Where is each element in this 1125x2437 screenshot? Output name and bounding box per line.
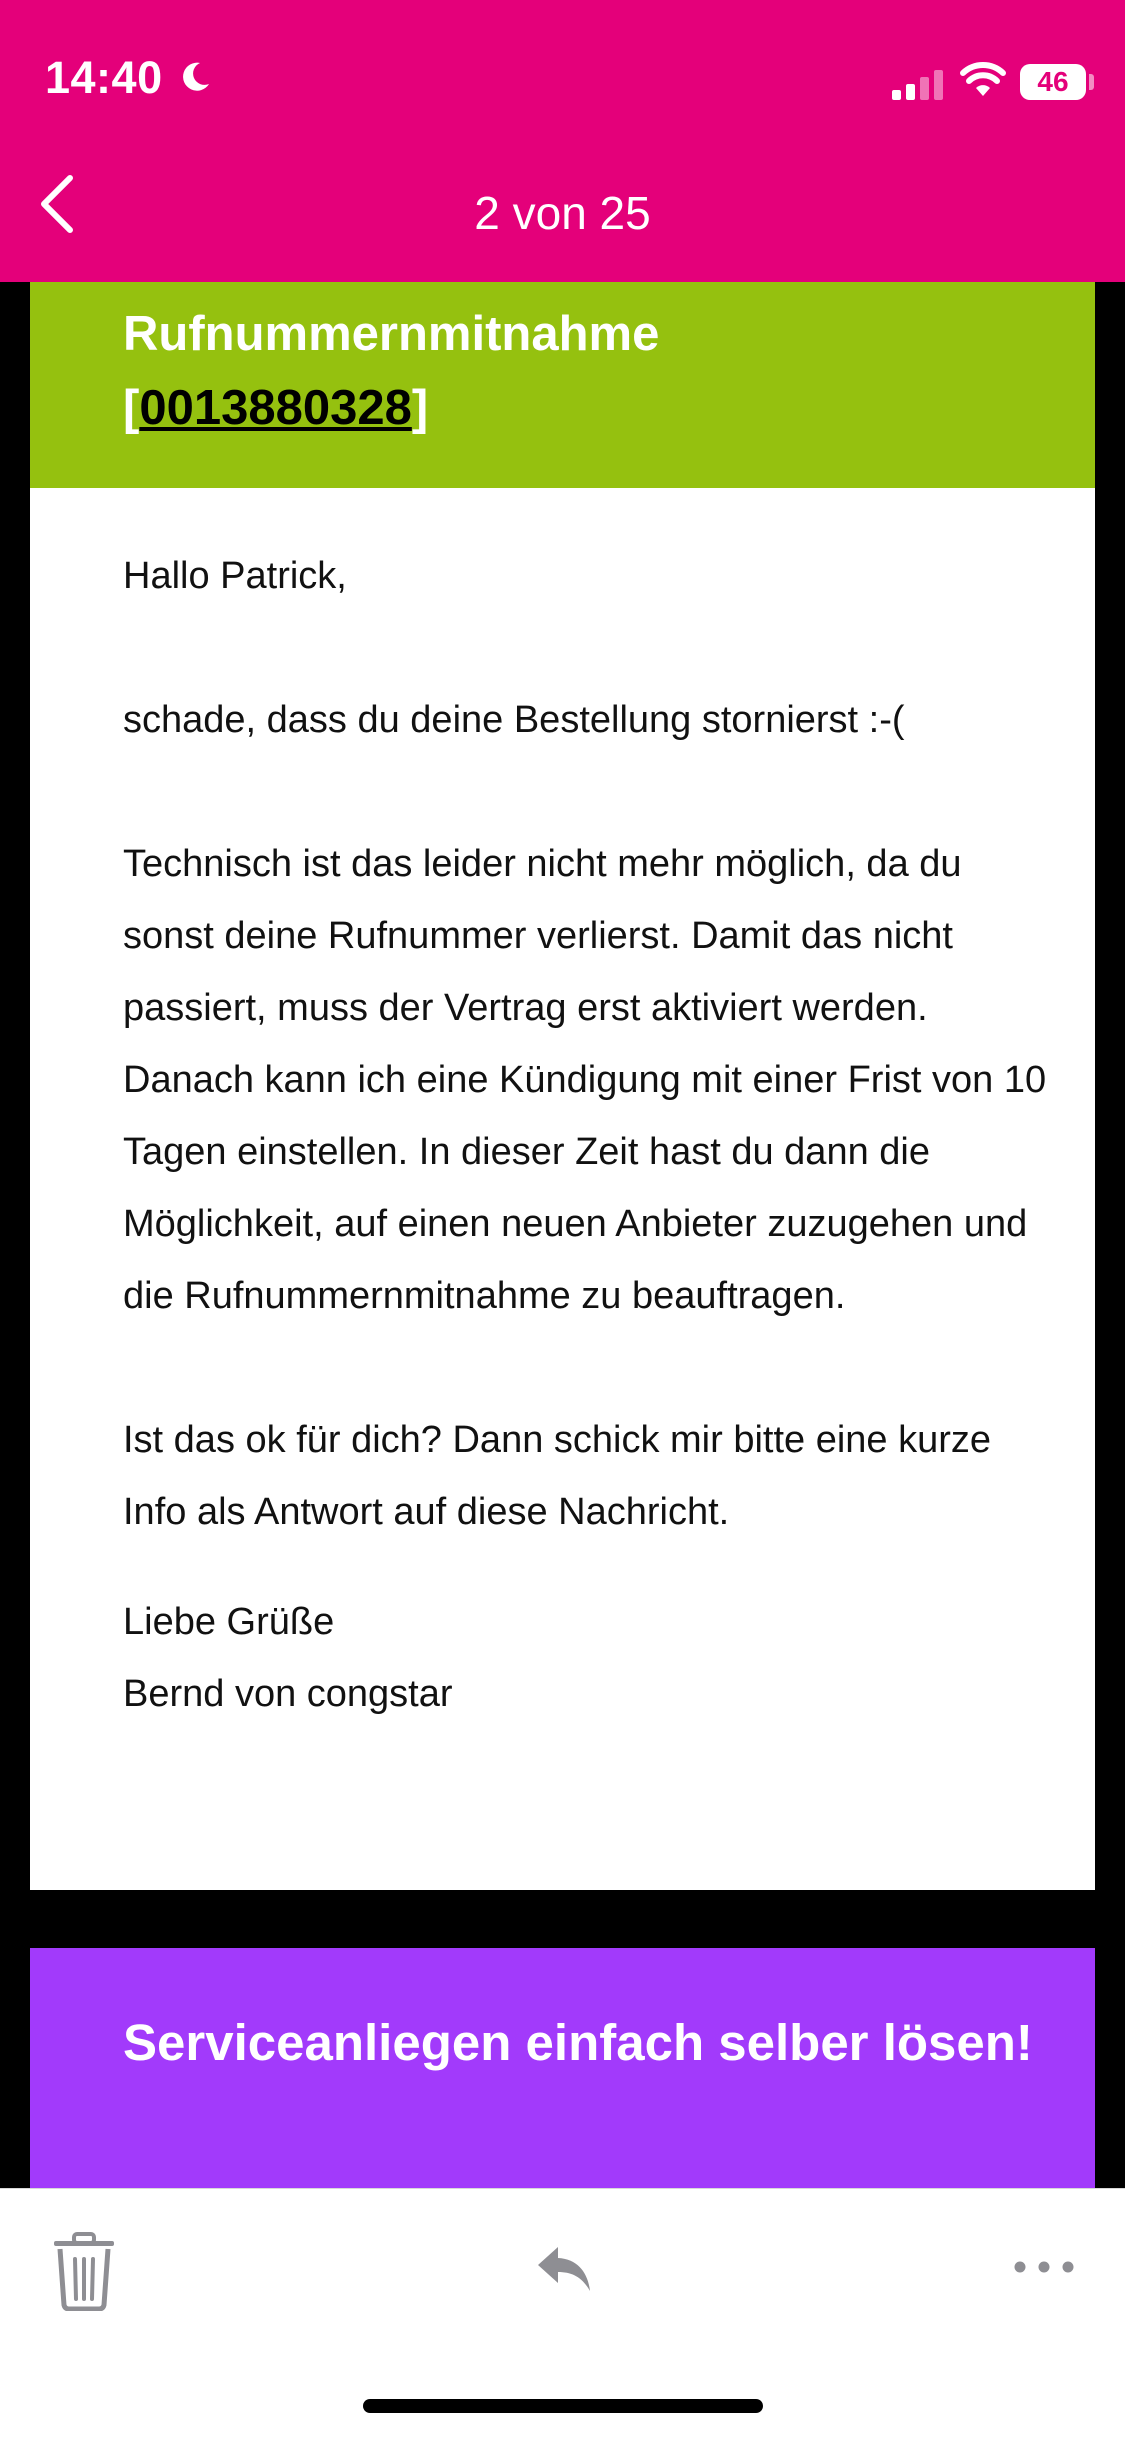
promo-title: Serviceanliegen einfach selber lösen! xyxy=(123,2014,1033,2071)
status-time: 14:40 xyxy=(45,52,163,103)
signal-icon xyxy=(892,70,948,100)
paragraph-1: schade, dass du deine Bestellung stornierst :-( xyxy=(123,699,905,741)
more-icon xyxy=(1012,2259,1076,2275)
reply-icon xyxy=(534,2239,594,2299)
battery-tip xyxy=(1089,74,1094,90)
closing: Liebe Grüße xyxy=(123,1601,335,1643)
email-subject-header xyxy=(30,282,1095,488)
email-body-card xyxy=(30,488,1095,1890)
order-number-link[interactable]: 0013880328 xyxy=(139,381,412,435)
bracket-close: ] xyxy=(411,381,429,435)
paragraph-3: Ist das ok für dich? Dann schick mir bitte eine kurze Info als Antwort auf diese Nachricht. xyxy=(123,1419,992,1533)
battery-indicator: 46 xyxy=(1020,64,1086,100)
moon-icon xyxy=(178,60,212,94)
bracket-open: [ xyxy=(123,381,140,435)
greeting: Hallo Patrick, xyxy=(123,555,347,597)
email-body-text xyxy=(123,540,1053,1730)
more-button[interactable] xyxy=(1012,2259,1076,2280)
paragraph-2: Technisch ist das leider nicht mehr möglich, da du sonst deine Rufnummer verlierst. Damit das nicht passiert, muss der Vertrag erst aktiviert werden. Danach kann ich eine Kündigung mit einer Frist von 10 Tagen einstellen. In dieser Zeit hast du dann die Möglichkeit, auf einen neuen Anbieter zuzugehen und die Rufnummernmitnahme zu beauftragen. xyxy=(123,843,1047,1317)
bottom-toolbar xyxy=(0,2188,1125,2437)
signature: Bernd von congstar xyxy=(123,1673,453,1715)
reply-button[interactable] xyxy=(534,2239,594,2304)
subject-line: Rufnummernmitnahme xyxy=(123,307,660,361)
home-indicator[interactable] xyxy=(363,2399,763,2413)
app-bar xyxy=(0,0,1125,282)
promo-banner xyxy=(30,1948,1095,2188)
message-counter-title: 2 von 25 xyxy=(474,187,651,239)
email-subject xyxy=(123,297,1063,445)
trash-icon xyxy=(50,2231,118,2311)
wifi-icon xyxy=(960,62,1006,98)
delete-button[interactable] xyxy=(50,2231,118,2316)
